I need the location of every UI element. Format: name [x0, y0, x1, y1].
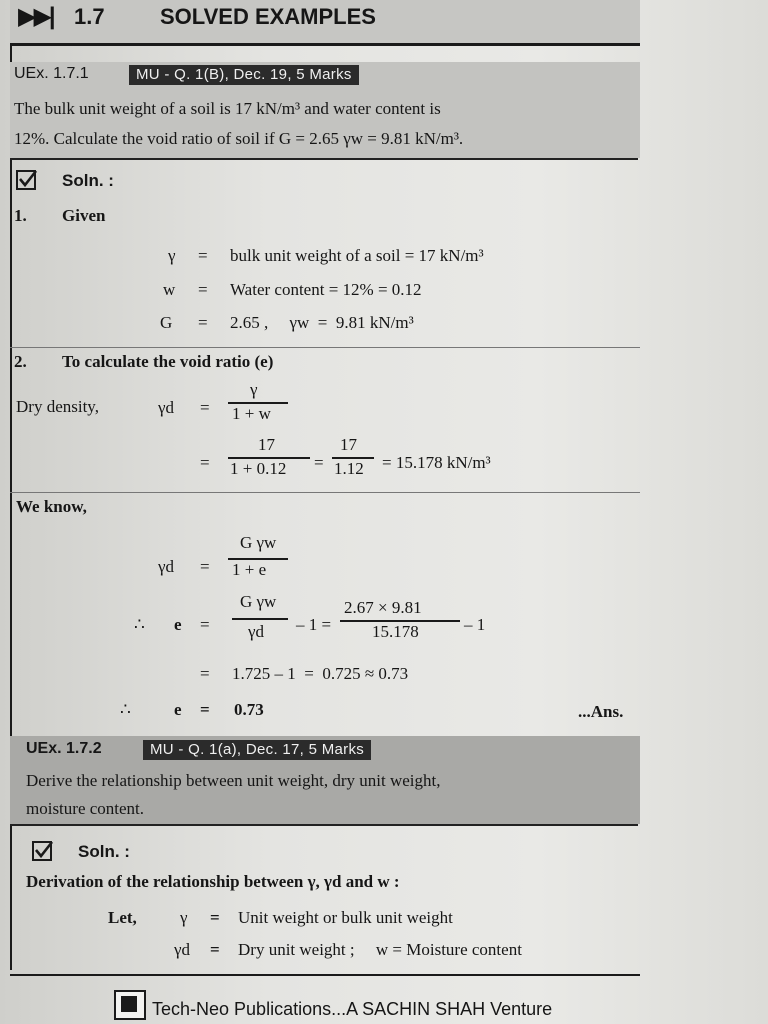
given-water-content: Water content = 12% = 0.12	[230, 280, 422, 299]
step-2-title: To calculate the void ratio (e)	[62, 352, 274, 371]
gamma-d-symbol: γd	[158, 557, 175, 576]
equals-sign: =	[200, 615, 210, 634]
given-bulk-unit-weight: bulk unit weight of a soil = 17 kN/m³	[230, 246, 484, 265]
publisher-logo-icon	[114, 990, 146, 1020]
fraction-denominator: 15.178	[372, 622, 419, 641]
fraction-denominator: γd	[248, 622, 265, 641]
let-label: Let,	[108, 908, 137, 927]
example-2-tag: MU - Q. 1(a), Dec. 17, 5 Marks	[143, 740, 371, 760]
given-symbol-g: G	[160, 313, 173, 332]
example-1-label: UEx. 1.7.1	[14, 65, 89, 82]
fraction-denominator: 1 + w	[232, 404, 271, 423]
fraction-denominator: 1 + 0.12	[230, 459, 287, 478]
dry-density-result: = 15.178 kN/m³	[382, 453, 491, 472]
gamma-symbol: γ	[180, 908, 188, 927]
solution-label: Soln. :	[78, 842, 130, 861]
example-2-question-line-1: Derive the relationship between unit weight, dry unit weight,	[26, 771, 441, 790]
step-1-title: Given	[62, 206, 106, 225]
gamma-d-symbol: γd	[158, 398, 175, 417]
example-1-tag: MU - Q. 1(B), Dec. 19, 5 Marks	[129, 65, 359, 85]
fraction-denominator: 1 + e	[232, 560, 267, 579]
equals-sign: =	[210, 908, 220, 927]
dry-unit-weight-definition: Dry unit weight ; w = Moisture content	[238, 940, 522, 959]
fraction-numerator: G γw	[240, 592, 277, 611]
given-equals: =	[198, 313, 208, 332]
example-2-question-line-2: moisture content.	[26, 799, 145, 818]
gamma-d-symbol: γd	[174, 940, 191, 959]
we-know-label: We know,	[16, 497, 87, 516]
minus-one: – 1 =	[296, 615, 332, 634]
section-number: 1.7	[74, 4, 105, 29]
example-2-label: UEx. 1.7.2	[26, 740, 102, 757]
equals-sign: =	[200, 664, 210, 683]
given-equals: =	[198, 280, 208, 299]
final-answer: 0.73	[234, 700, 264, 719]
equals-sign: =	[210, 940, 220, 959]
section-title: SOLVED EXAMPLES	[160, 4, 376, 29]
equals-sign: =	[200, 453, 210, 472]
example-2-question-underline	[10, 824, 638, 826]
answer-marker: ...Ans.	[578, 702, 624, 721]
equals-sign: =	[200, 700, 210, 719]
void-ratio-symbol: e	[174, 700, 182, 719]
unit-weight-definition: Unit weight or bulk unit weight	[238, 908, 453, 927]
dry-density-label: Dry density,	[16, 397, 99, 416]
derivation-heading: Derivation of the relationship between γ, γd and w :	[26, 872, 400, 891]
step-2-number: 2.	[14, 352, 27, 371]
footer-rule	[10, 974, 640, 976]
checkbox-icon	[16, 170, 36, 190]
checkbox-icon	[32, 841, 52, 861]
therefore-symbol: ∴	[120, 700, 131, 719]
publisher-footer: Tech-Neo Publications...A SACHIN SHAH Venture	[152, 999, 553, 1019]
example-1-question-underline	[10, 158, 638, 160]
header-rule	[10, 43, 640, 46]
therefore-symbol: ∴	[134, 615, 145, 634]
example-1-question-line-2: 12%. Calculate the void ratio of soil if G = 2.65 γw = 9.81 kN/m³.	[14, 129, 464, 148]
step-divider	[10, 347, 640, 348]
given-equals: =	[198, 246, 208, 265]
equals-sign: =	[314, 453, 324, 472]
void-ratio-symbol: e	[174, 615, 182, 634]
fraction-numerator: γ	[250, 380, 258, 399]
fraction-numerator: G γw	[240, 533, 277, 552]
fraction-denominator: 1.12	[334, 459, 364, 478]
minus-one: – 1	[464, 615, 486, 634]
equals-sign: =	[200, 557, 210, 576]
step-1-number: 1.	[14, 206, 27, 225]
example-1-question-line-1: The bulk unit weight of a soil is 17 kN/m³ and water content is	[14, 99, 441, 118]
section-divider	[10, 492, 640, 493]
given-symbol-w: w	[163, 280, 176, 299]
given-symbol-gamma: γ	[168, 246, 176, 265]
fast-forward-icon: ▶▶|	[18, 3, 53, 30]
calculation-line: 1.725 – 1 = 0.725 ≈ 0.73	[232, 664, 409, 683]
fraction-bar	[232, 618, 288, 620]
fraction-numerator: 17	[340, 435, 357, 454]
fraction-numerator: 17	[258, 435, 275, 454]
solution-label: Soln. :	[62, 171, 114, 190]
equals-sign: =	[200, 398, 210, 417]
fraction-numerator: 2.67 × 9.81	[344, 598, 422, 617]
given-specific-gravity: 2.65 , γw = 9.81 kN/m³	[230, 313, 414, 332]
